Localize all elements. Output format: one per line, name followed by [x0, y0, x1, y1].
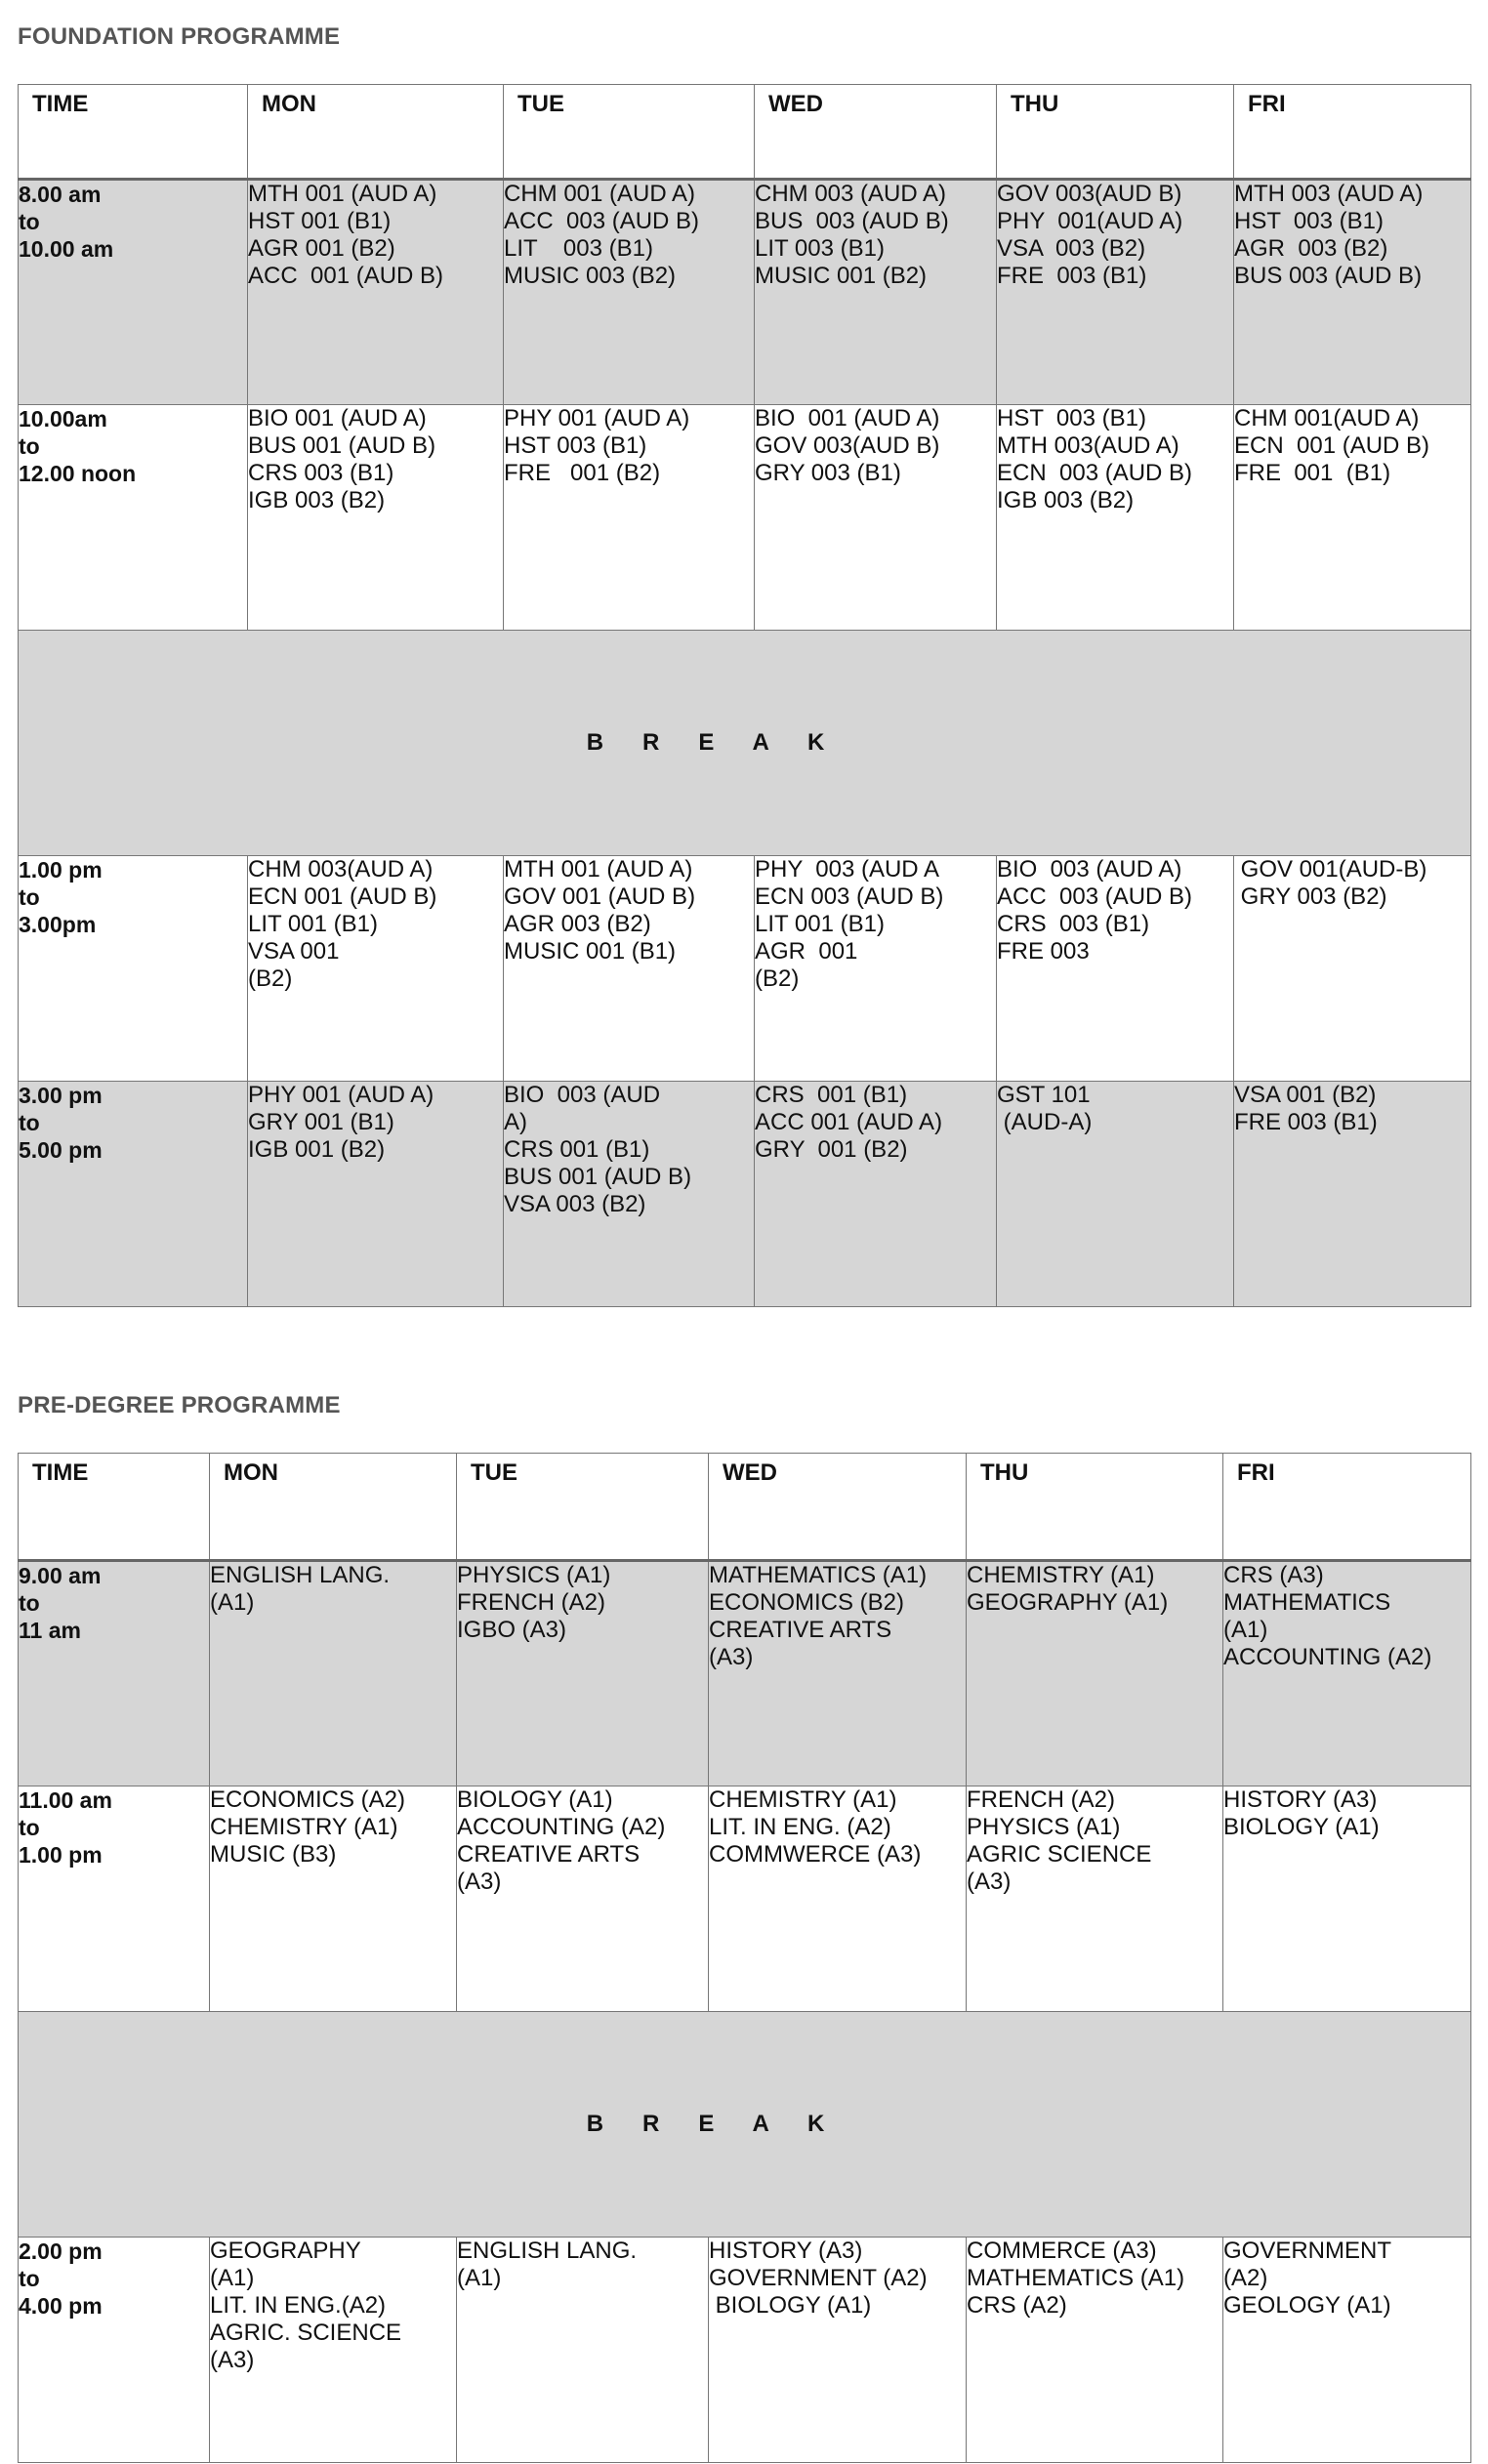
- time-start: 2.00 pm: [19, 2238, 103, 2264]
- class-entry: CRS 001 (B1): [755, 1082, 908, 1108]
- tue-classes: [504, 180, 755, 405]
- class-entry: BUS 001 (AUD B): [248, 432, 436, 459]
- class-entry: CREATIVE ARTS: [457, 1841, 641, 1868]
- fri-classes: [1223, 1561, 1471, 1786]
- class-entry: CHM 001 (AUD A): [504, 181, 696, 207]
- class-entry: MATHEMATICS: [1223, 1589, 1391, 1616]
- class-entry: HISTORY (A3): [1223, 1786, 1378, 1813]
- header-time: TIME: [19, 85, 248, 180]
- thu-classes: [967, 1786, 1223, 2012]
- class-entry: PHYSICS (A1): [457, 1562, 611, 1588]
- class-entry: VSA 003 (B2): [504, 1191, 646, 1217]
- class-entry: GST 101: [997, 1082, 1091, 1108]
- class-entry: (B2): [755, 965, 800, 992]
- class-entry: ECN 003 (AUD B): [755, 883, 944, 910]
- class-entry: ENGLISH LANG.: [210, 1562, 391, 1588]
- class-entry: ACCOUNTING (A2): [457, 1814, 666, 1840]
- class-entry: BIOLOGY (A1): [1223, 1814, 1380, 1840]
- class-entry: GOV 001(AUD-B): [1234, 856, 1427, 883]
- class-entry: AGR 003 (B2): [504, 911, 651, 937]
- mon-classes: [248, 1082, 504, 1307]
- class-entry: MTH 001 (AUD A): [248, 181, 437, 207]
- class-entry: FRE 003: [997, 938, 1090, 965]
- time-to: to: [19, 2266, 40, 2291]
- class-entry: GEOGRAPHY (A1): [967, 1589, 1169, 1616]
- header-tue: TUE: [504, 85, 755, 180]
- class-entry: CHM 003 (AUD A): [755, 181, 947, 207]
- break-cell: [19, 2012, 1471, 2238]
- class-entry: GEOGRAPHY: [210, 2238, 361, 2264]
- class-entry: (A3): [210, 2347, 255, 2373]
- time-to: to: [19, 209, 40, 234]
- header-fri: FRI: [1223, 1454, 1471, 1561]
- time-to: to: [19, 433, 40, 459]
- class-entry: ENGLISH LANG.: [457, 2238, 638, 2264]
- class-entry: LIT 003 (B1): [504, 235, 653, 262]
- class-entry: BUS 001 (AUD B): [504, 1164, 692, 1190]
- header-wed: WED: [709, 1454, 967, 1561]
- time-start: 3.00 pm: [19, 1083, 103, 1108]
- header-tue: TUE: [457, 1454, 709, 1561]
- fri-classes: [1223, 1786, 1471, 2012]
- class-entry: HST 003 (B1): [997, 405, 1146, 431]
- class-entry: HISTORY (A3): [709, 2238, 863, 2264]
- class-entry: CRS (A3): [1223, 1562, 1324, 1588]
- class-entry: ECONOMICS (B2): [709, 1589, 905, 1616]
- class-entry: LIT. IN ENG.(A2): [210, 2292, 387, 2319]
- wed-classes: [755, 405, 997, 631]
- class-entry: MTH 001 (AUD A): [504, 856, 693, 883]
- class-entry: MUSIC (B3): [210, 1841, 337, 1868]
- class-entry: IGB 001 (B2): [248, 1136, 386, 1163]
- class-entry: GOV 001 (AUD B): [504, 883, 696, 910]
- time-slot: [19, 1561, 210, 1786]
- class-entry: BIOLOGY (A1): [709, 2292, 872, 2319]
- class-entry: AGR 001 (B2): [248, 235, 395, 262]
- time-start: 1.00 pm: [19, 857, 103, 883]
- wed-classes: [755, 856, 997, 1082]
- class-entry: COMMERCE (A3): [967, 2238, 1157, 2264]
- class-entry: A): [504, 1109, 527, 1135]
- mon-classes: [210, 2238, 457, 2463]
- time-to: to: [19, 1815, 40, 1840]
- class-entry: CHEMISTRY (A1): [210, 1814, 398, 1840]
- class-entry: ECN 001 (AUD B): [1234, 432, 1430, 459]
- timetable-row: [19, 856, 1471, 1082]
- class-entry: GOV 003(AUD B): [755, 432, 940, 459]
- mon-classes: [248, 856, 504, 1082]
- header-time: TIME: [19, 1454, 210, 1561]
- class-entry: FRE 003 (B1): [1234, 1109, 1378, 1135]
- time-end: 3.00pm: [19, 912, 97, 937]
- time-slot: [19, 1082, 248, 1307]
- time-slot: [19, 2238, 210, 2463]
- predegree-programme-title: PRE-DEGREE PROGRAMME: [18, 1392, 341, 1418]
- class-entry: HST 003 (B1): [1234, 208, 1384, 234]
- fri-classes: [1234, 180, 1471, 405]
- break-label: B R E A K: [586, 729, 825, 756]
- class-entry: ACC 001 (AUD B): [248, 263, 444, 289]
- class-entry: (A1): [1223, 1617, 1268, 1643]
- tue-classes: [457, 1786, 709, 2012]
- class-entry: CHM 003(AUD A): [248, 856, 434, 883]
- header-mon: MON: [210, 1454, 457, 1561]
- time-to: to: [19, 884, 40, 910]
- class-entry: FRE 001 (B1): [1234, 460, 1391, 486]
- class-entry: PHYSICS (A1): [967, 1814, 1121, 1840]
- break-cell: [19, 631, 1471, 856]
- time-end: 1.00 pm: [19, 1842, 103, 1868]
- class-entry: BIO 003 (AUD: [504, 1082, 661, 1108]
- class-entry: LIT 001 (B1): [755, 911, 885, 937]
- fri-classes: [1234, 856, 1471, 1082]
- class-entry: (A3): [967, 1869, 1012, 1895]
- class-entry: (B2): [248, 965, 293, 992]
- class-entry: HST 003 (B1): [504, 432, 647, 459]
- mon-classes: [248, 180, 504, 405]
- class-entry: AGR 001: [755, 938, 858, 965]
- tue-classes: [457, 1561, 709, 1786]
- class-entry: CRS (A2): [967, 2292, 1067, 2319]
- class-entry: ACC 003 (AUD B): [504, 208, 700, 234]
- time-end: 10.00 am: [19, 236, 114, 262]
- class-entry: (A1): [210, 2265, 255, 2291]
- time-end: 4.00 pm: [19, 2293, 103, 2319]
- header-mon: MON: [248, 85, 504, 180]
- class-entry: GOV 003(AUD B): [997, 181, 1182, 207]
- class-entry: CREATIVE ARTS: [709, 1617, 892, 1643]
- predegree-timetable: [18, 1453, 1471, 2463]
- break-row: [19, 2012, 1471, 2238]
- class-entry: BUS 003 (AUD B): [1234, 263, 1423, 289]
- class-entry: COMMWERCE (A3): [709, 1841, 922, 1868]
- time-start: 8.00 am: [19, 182, 102, 207]
- thu-classes: [997, 405, 1234, 631]
- class-entry: ECONOMICS (A2): [210, 1786, 406, 1813]
- mon-classes: [248, 405, 504, 631]
- class-entry: CHEMISTRY (A1): [709, 1786, 897, 1813]
- time-to: to: [19, 1110, 40, 1135]
- class-entry: CRS 001 (B1): [504, 1136, 650, 1163]
- class-entry: PHY 001(AUD A): [997, 208, 1183, 234]
- time-start: 9.00 am: [19, 1563, 102, 1588]
- timetable-row: [19, 1561, 1471, 1786]
- time-slot: [19, 405, 248, 631]
- class-entry: CRS 003 (B1): [248, 460, 394, 486]
- class-entry: ACC 001 (AUD A): [755, 1109, 943, 1135]
- header-thu: THU: [967, 1454, 1223, 1561]
- class-entry: CRS 003 (B1): [997, 911, 1150, 937]
- tue-classes: [504, 856, 755, 1082]
- class-entry: GOVERNMENT (A2): [709, 2265, 928, 2291]
- time-slot: [19, 856, 248, 1082]
- class-entry: GOVERNMENT: [1223, 2238, 1392, 2264]
- fri-classes: [1234, 405, 1471, 631]
- class-entry: MTH 003 (AUD A): [1234, 181, 1424, 207]
- class-entry: VSA 001 (B2): [1234, 1082, 1377, 1108]
- class-entry: PHY 001 (AUD A): [248, 1082, 434, 1108]
- class-entry: (A1): [210, 1589, 255, 1616]
- class-entry: FRENCH (A2): [457, 1589, 606, 1616]
- class-entry: GRY 001 (B1): [248, 1109, 394, 1135]
- time-end: 5.00 pm: [19, 1137, 103, 1163]
- class-entry: CHEMISTRY (A1): [967, 1562, 1155, 1588]
- class-entry: (A3): [457, 1869, 502, 1895]
- class-entry: ACCOUNTING (A2): [1223, 1644, 1432, 1670]
- class-entry: MUSIC 001 (B1): [504, 938, 677, 965]
- class-entry: LIT 001 (B1): [248, 911, 378, 937]
- wed-classes: [755, 180, 997, 405]
- foundation-programme-title: FOUNDATION PROGRAMME: [18, 23, 341, 50]
- header-fri: FRI: [1234, 85, 1471, 180]
- class-entry: (AUD-A): [997, 1109, 1093, 1135]
- class-entry: (A2): [1223, 2265, 1268, 2291]
- class-entry: BIO 001 (AUD A): [755, 405, 940, 431]
- class-entry: ACC 003 (AUD B): [997, 883, 1193, 910]
- wed-classes: [709, 2238, 967, 2463]
- class-entry: (A1): [457, 2265, 502, 2291]
- tue-classes: [457, 2238, 709, 2463]
- time-end: 11 am: [19, 1618, 81, 1643]
- mon-classes: [210, 1561, 457, 1786]
- class-entry: MATHEMATICS (A1): [967, 2265, 1185, 2291]
- class-entry: PHY 001 (AUD A): [504, 405, 690, 431]
- class-entry: GRY 003 (B2): [1234, 883, 1387, 910]
- thu-classes: [967, 2238, 1223, 2463]
- class-entry: VSA 003 (B2): [997, 235, 1146, 262]
- class-entry: HST 001 (B1): [248, 208, 392, 234]
- header-row: [19, 85, 1471, 180]
- mon-classes: [210, 1786, 457, 2012]
- class-entry: GEOLOGY (A1): [1223, 2292, 1391, 2319]
- time-to: to: [19, 1590, 40, 1616]
- timetable-row: [19, 405, 1471, 631]
- foundation-timetable: [18, 84, 1471, 1307]
- timetable-row: [19, 1786, 1471, 2012]
- class-entry: BUS 003 (AUD B): [755, 208, 949, 234]
- thu-classes: [997, 180, 1234, 405]
- header-wed: WED: [755, 85, 997, 180]
- time-slot: [19, 1786, 210, 2012]
- tue-classes: [504, 1082, 755, 1307]
- class-entry: ECN 003 (AUD B): [997, 460, 1193, 486]
- class-entry: (A3): [709, 1644, 754, 1670]
- thu-classes: [997, 1082, 1234, 1307]
- tue-classes: [504, 405, 755, 631]
- time-end: 12.00 noon: [19, 461, 137, 486]
- class-entry: LIT. IN ENG. (A2): [709, 1814, 891, 1840]
- class-entry: MUSIC 003 (B2): [504, 263, 677, 289]
- class-entry: MATHEMATICS (A1): [709, 1562, 928, 1588]
- wed-classes: [709, 1561, 967, 1786]
- timetable-row: [19, 180, 1471, 405]
- class-entry: AGRIC SCIENCE: [967, 1841, 1152, 1868]
- class-entry: BIO 001 (AUD A): [248, 405, 427, 431]
- header-thu: THU: [997, 85, 1234, 180]
- class-entry: GRY 001 (B2): [755, 1136, 908, 1163]
- class-entry: VSA 001: [248, 938, 340, 965]
- break-row: [19, 631, 1471, 856]
- class-entry: AGRIC. SCIENCE: [210, 2320, 402, 2346]
- fri-classes: [1223, 2238, 1471, 2463]
- time-start: 11.00 am: [19, 1787, 112, 1813]
- class-entry: FRE 001 (B2): [504, 460, 661, 486]
- wed-classes: [709, 1786, 967, 2012]
- class-entry: FRE 003 (B1): [997, 263, 1147, 289]
- thu-classes: [967, 1561, 1223, 1786]
- class-entry: IGB 003 (B2): [997, 487, 1135, 513]
- class-entry: MTH 003(AUD A): [997, 432, 1179, 459]
- thu-classes: [997, 856, 1234, 1082]
- wed-classes: [755, 1082, 997, 1307]
- time-start: 10.00am: [19, 406, 107, 431]
- class-entry: GRY 003 (B1): [755, 460, 901, 486]
- header-row: [19, 1454, 1471, 1561]
- class-entry: BIOLOGY (A1): [457, 1786, 613, 1813]
- timetable-row: [19, 2238, 1471, 2463]
- class-entry: LIT 003 (B1): [755, 235, 885, 262]
- class-entry: ECN 001 (AUD B): [248, 883, 437, 910]
- class-entry: FRENCH (A2): [967, 1786, 1116, 1813]
- class-entry: PHY 003 (AUD A: [755, 856, 939, 883]
- class-entry: CHM 001(AUD A): [1234, 405, 1420, 431]
- timetable-row: [19, 1082, 1471, 1307]
- class-entry: MUSIC 001 (B2): [755, 263, 928, 289]
- class-entry: IGBO (A3): [457, 1617, 567, 1643]
- class-entry: AGR 003 (B2): [1234, 235, 1388, 262]
- time-slot: [19, 180, 248, 405]
- fri-classes: [1234, 1082, 1471, 1307]
- class-entry: IGB 003 (B2): [248, 487, 386, 513]
- break-label: B R E A K: [586, 2111, 825, 2137]
- class-entry: BIO 003 (AUD A): [997, 856, 1182, 883]
